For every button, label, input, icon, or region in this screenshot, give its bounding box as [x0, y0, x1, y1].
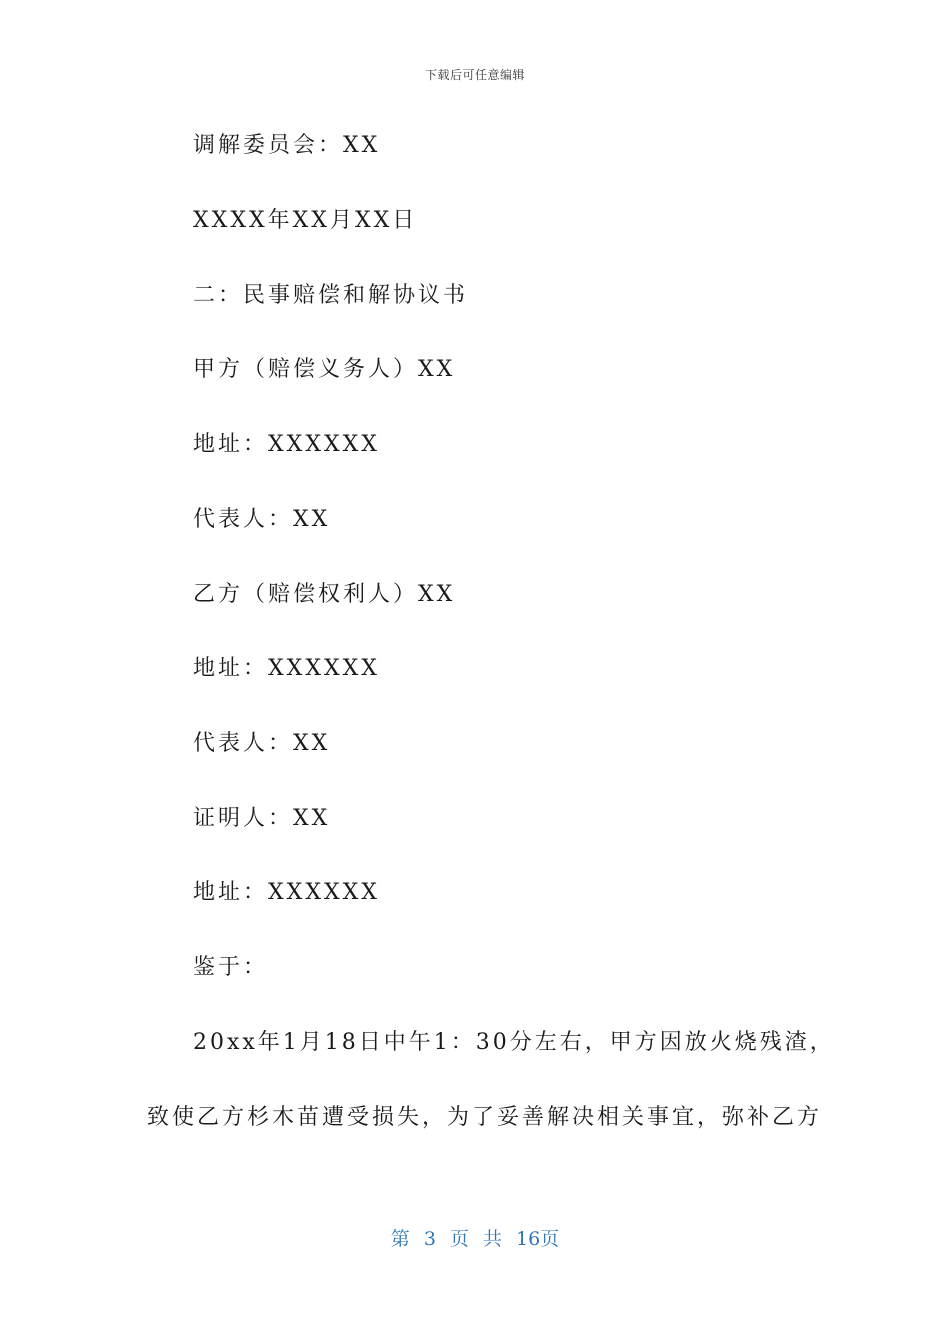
- party-a-line: 甲方（赔偿义务人）XX: [193, 357, 456, 382]
- witness-line: 证明人：XX: [193, 806, 331, 831]
- paragraph-line-1: 20xx年1月18日中午1：30分左右，甲方因放火烧残渣，: [193, 1030, 835, 1055]
- whereas-line: 鉴于：: [193, 955, 269, 980]
- party-a-representative: 代表人：XX: [193, 507, 331, 532]
- mediation-committee-line: 调解委员会：XX: [193, 133, 381, 158]
- party-b-address: 地址：XXXXXX: [193, 656, 380, 681]
- party-b-line: 乙方（赔偿权利人）XX: [193, 582, 456, 607]
- party-b-representative: 代表人：XX: [193, 731, 331, 756]
- page-footer: 第 3 页 共 16页: [390, 1228, 560, 1250]
- date-line: XXXX年XX月XX日: [193, 208, 418, 233]
- section-title: 二：民事赔偿和解协议书: [193, 283, 469, 308]
- page-header: 下载后可任意编辑: [424, 68, 525, 82]
- witness-address: 地址：XXXXXX: [193, 880, 380, 905]
- party-a-address: 地址：XXXXXX: [193, 432, 380, 457]
- paragraph-line-2: 致使乙方杉木苗遭受损失，为了妥善解决相关事宜，弥补乙方: [147, 1105, 823, 1130]
